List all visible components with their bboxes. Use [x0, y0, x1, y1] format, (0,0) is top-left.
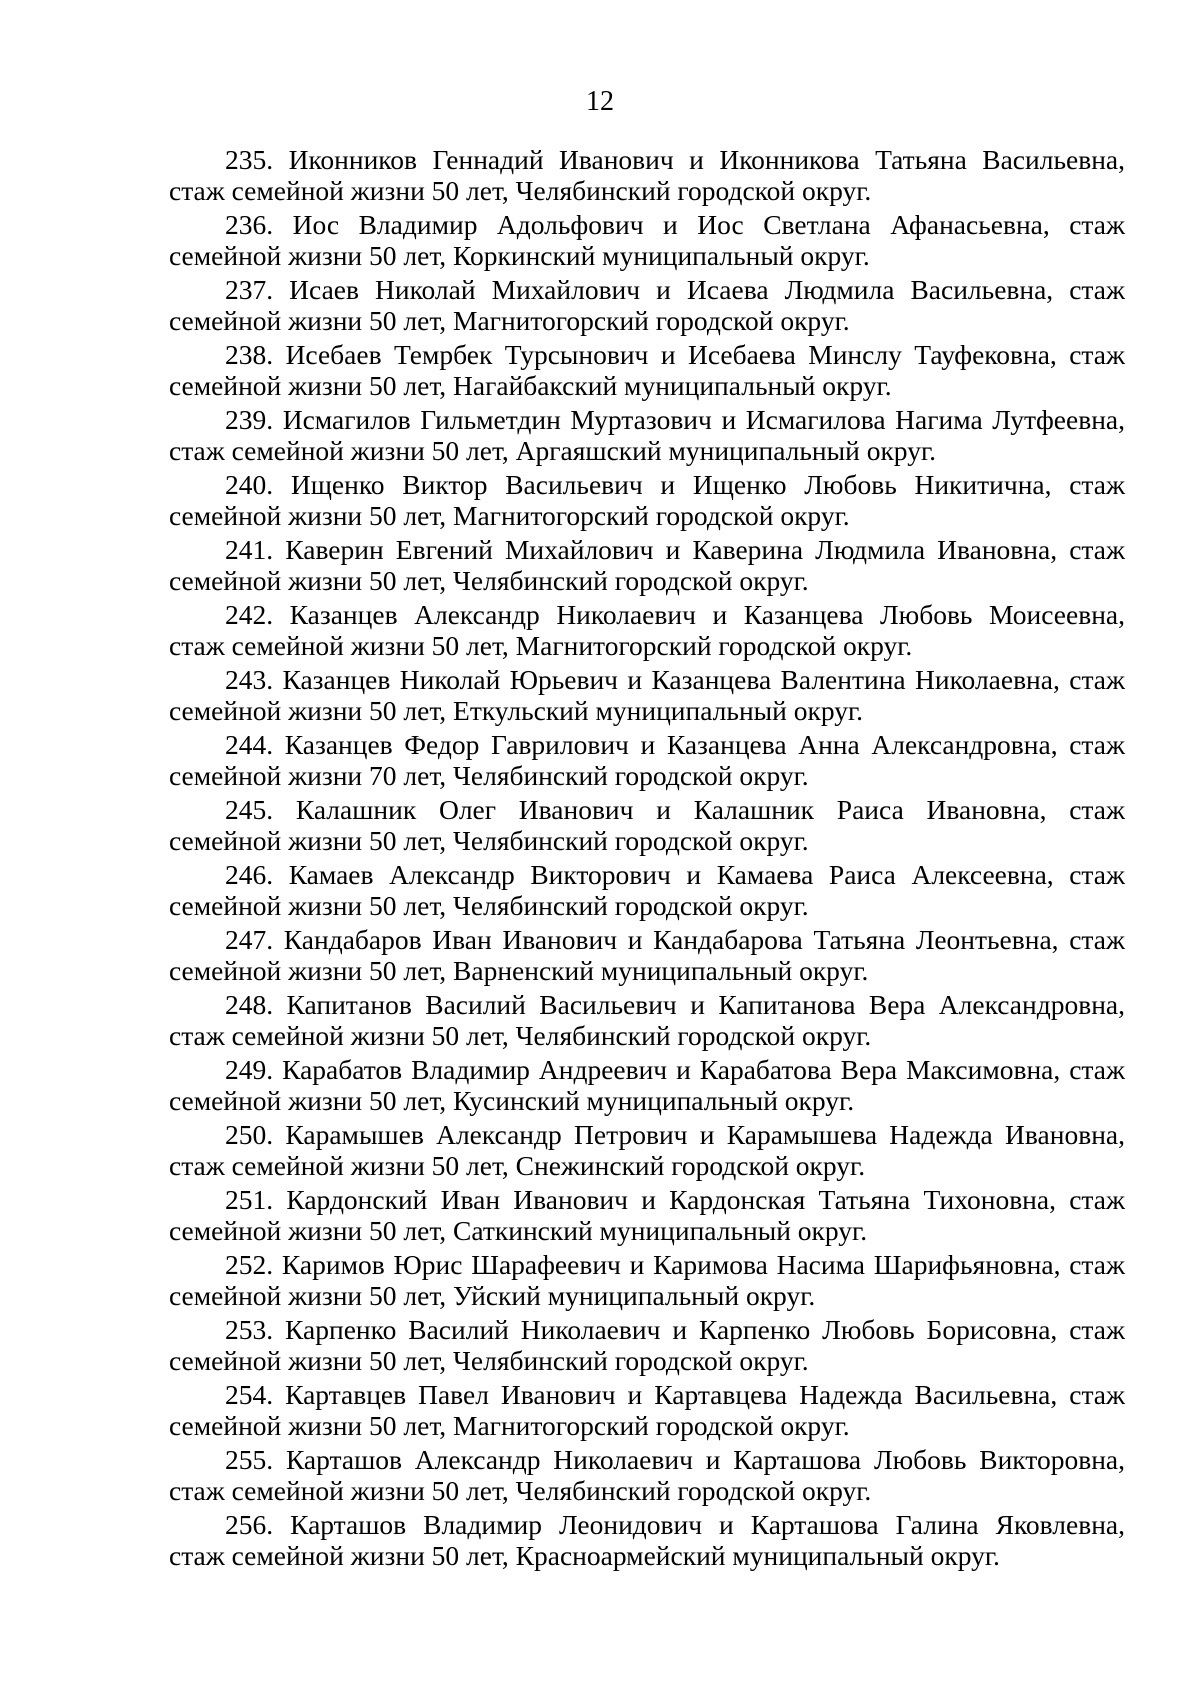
entry-first-line: 254. Картавцев Павел Иванович и Картавцева Надежда Васильевна, стаж: [225, 1379, 1125, 1410]
list-item: [169, 989, 1125, 1051]
entry-second-line: семейной жизни 50 лет, Челябинский городской округ.: [169, 890, 809, 921]
entry-first-line: 243. Казанцев Николай Юрьевич и Казанцева Валентина Николаевна, стаж: [225, 664, 1125, 695]
entry-first-line: 244. Казанцев Федор Гаврилович и Казанцева Анна Александровна, стаж: [225, 729, 1125, 760]
entry-second-line: семейной жизни 50 лет, Челябинский городской округ.: [169, 1345, 809, 1376]
entry-first-line: 237. Исаев Николай Михайлович и Исаева Людмила Васильевна, стаж: [225, 274, 1125, 305]
entry-first-line: 242. Казанцев Александр Николаевич и Казанцева Любовь Моисеевна,: [225, 599, 1125, 630]
entry-second-line: стаж семейной жизни 50 лет, Красноармейский муниципальный округ.: [169, 1540, 1000, 1571]
entry-second-line: семейной жизни 50 лет, Коркинский муниципальный округ.: [169, 240, 870, 271]
entry-list: [169, 144, 1125, 1574]
list-item: [169, 469, 1125, 531]
list-item: [169, 534, 1125, 596]
list-item: [169, 404, 1125, 466]
entry-first-line: 240. Ищенко Виктор Васильевич и Ищенко Любовь Никитична, стаж: [225, 469, 1125, 500]
entry-second-line: семейной жизни 50 лет, Еткульский муниципальный округ.: [169, 695, 864, 726]
entry-second-line: семейной жизни 50 лет, Нагайбакский муниципальный округ.: [169, 370, 892, 401]
entry-second-line: стаж семейной жизни 50 лет, Челябинский городской округ.: [169, 1020, 872, 1051]
entry-second-line: семейной жизни 50 лет, Магнитогорский городской округ.: [169, 1410, 850, 1441]
list-item: [169, 1444, 1125, 1506]
list-item: [169, 1314, 1125, 1376]
entry-second-line: стаж семейной жизни 50 лет, Магнитогорский городской округ.: [169, 630, 913, 661]
list-item: [169, 729, 1125, 791]
entry-first-line: 236. Иос Владимир Адольфович и Иос Светлана Афанасьевна, стаж: [225, 209, 1125, 240]
list-item: [169, 1379, 1125, 1441]
list-item: [169, 1119, 1125, 1181]
entry-second-line: стаж семейной жизни 50 лет, Снежинский городской округ.: [169, 1150, 866, 1181]
entry-first-line: 248. Капитанов Василий Васильевич и Капитанова Вера Александровна,: [225, 989, 1125, 1020]
entry-first-line: 253. Карпенко Василий Николаевич и Карпенко Любовь Борисовна, стаж: [225, 1314, 1125, 1345]
list-item: [169, 1249, 1125, 1311]
entry-second-line: семейной жизни 50 лет, Магнитогорский городской округ.: [169, 305, 850, 336]
entry-second-line: семейной жизни 50 лет, Варненский муниципальный округ.: [169, 955, 869, 986]
list-item: [169, 339, 1125, 401]
entry-second-line: семейной жизни 70 лет, Челябинский городской округ.: [169, 760, 809, 791]
entry-second-line: стаж семейной жизни 50 лет, Челябинский городской округ.: [169, 1475, 872, 1506]
entry-second-line: стаж семейной жизни 50 лет, Челябинский городской округ.: [169, 175, 872, 206]
entry-second-line: семейной жизни 50 лет, Уйский муниципальный округ.: [169, 1280, 816, 1311]
list-item: [169, 859, 1125, 921]
entry-first-line: 235. Иконников Геннадий Иванович и Иконникова Татьяна Васильевна,: [225, 144, 1125, 175]
list-item: [169, 924, 1125, 986]
entry-first-line: 246. Камаев Александр Викторович и Камаева Раиса Алексеевна, стаж: [225, 859, 1125, 890]
entry-first-line: 247. Кандабаров Иван Иванович и Кандабарова Татьяна Леонтьевна, стаж: [225, 924, 1125, 955]
entry-first-line: 252. Каримов Юрис Шарафеевич и Каримова Насима Шарифьяновна, стаж: [225, 1249, 1125, 1280]
list-item: [169, 274, 1125, 336]
entry-second-line: семейной жизни 50 лет, Челябинский городской округ.: [169, 825, 809, 856]
list-item: [169, 1184, 1125, 1246]
page-number: 12: [586, 86, 614, 117]
entry-second-line: стаж семейной жизни 50 лет, Аргаяшский муниципальный округ.: [169, 435, 936, 466]
list-item: [169, 209, 1125, 271]
entry-first-line: 239. Исмагилов Гильметдин Муртазович и Исмагилова Нагима Лутфеевна,: [225, 404, 1125, 435]
entry-first-line: 249. Карабатов Владимир Андреевич и Карабатова Вера Максимовна, стаж: [225, 1054, 1125, 1085]
entry-first-line: 250. Карамышев Александр Петрович и Карамышева Надежда Ивановна,: [225, 1119, 1125, 1150]
entry-first-line: 238. Исебаев Темрбек Турсынович и Исебаева Минслу Тауфековна, стаж: [225, 339, 1125, 370]
list-item: [169, 664, 1125, 726]
list-item: [169, 1054, 1125, 1116]
entry-first-line: 255. Карташов Александр Николаевич и Карташова Любовь Викторовна,: [225, 1444, 1125, 1475]
entry-first-line: 245. Калашник Олег Иванович и Калашник Раиса Ивановна, стаж: [225, 794, 1125, 825]
entry-second-line: семейной жизни 50 лет, Кусинский муниципальный округ.: [169, 1085, 855, 1116]
list-item: [169, 794, 1125, 856]
list-item: [169, 1509, 1125, 1571]
entry-second-line: семейной жизни 50 лет, Челябинский городской округ.: [169, 565, 809, 596]
entry-first-line: 251. Кардонский Иван Иванович и Кардонская Татьяна Тихоновна, стаж: [225, 1184, 1125, 1215]
entry-second-line: семейной жизни 50 лет, Магнитогорский городской округ.: [169, 500, 850, 531]
entry-second-line: семейной жизни 50 лет, Саткинский муниципальный округ.: [169, 1215, 868, 1246]
entry-first-line: 256. Карташов Владимир Леонидович и Карташова Галина Яковлевна,: [225, 1509, 1125, 1540]
list-item: [169, 144, 1125, 206]
entry-first-line: 241. Каверин Евгений Михайлович и Каверина Людмила Ивановна, стаж: [225, 534, 1125, 565]
list-item: [169, 599, 1125, 661]
